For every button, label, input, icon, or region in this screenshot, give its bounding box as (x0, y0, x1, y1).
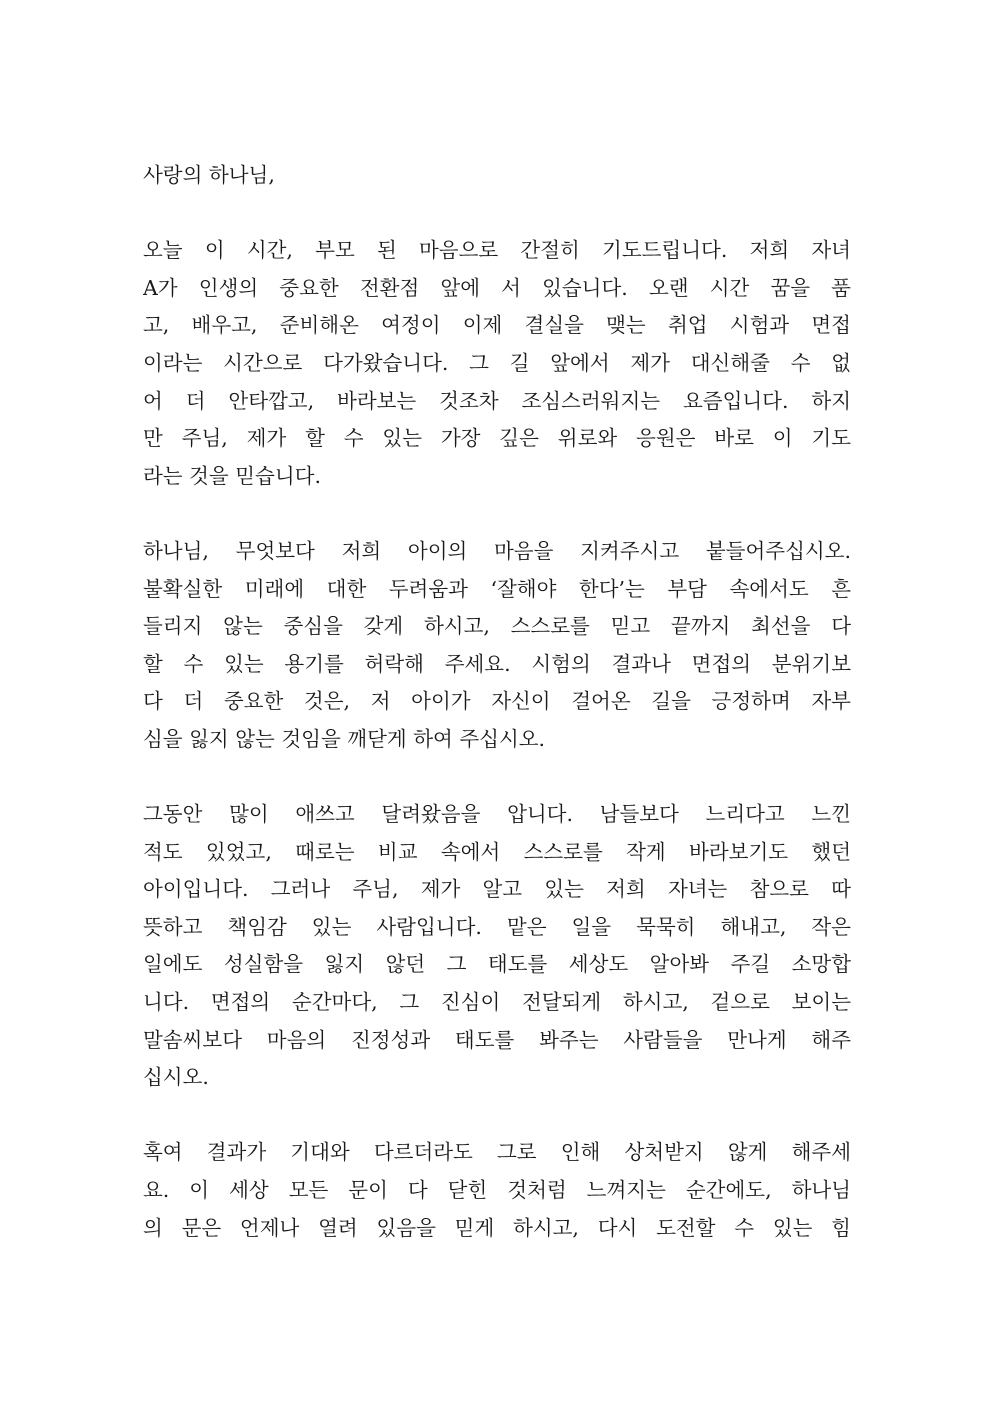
paragraph-line: A가 인생의 중요한 전환점 앞에 서 있습니다. 오랜 시간 꿈을 품 (143, 275, 851, 300)
paragraph-gap (143, 759, 851, 797)
paragraph-line: 어 더 안타깝고, 바라보는 것조차 조심스러워지는 요즘입니다. 하지 (143, 388, 851, 413)
paragraph-gap (143, 195, 851, 233)
paragraph-line: 뜻하고 책임감 있는 사람입니다. 맡은 일을 묵묵히 해내고, 작은 (143, 914, 851, 939)
paragraph-line: 요. 이 세상 모든 문이 다 닫힌 것처럼 느껴지는 순간에도, 하나님 (143, 1178, 851, 1203)
paragraph-4 (143, 1134, 851, 1247)
paragraph-line: 다 더 중요한 것은, 저 아이가 자신이 걸어온 길을 긍정하며 자부 (143, 689, 851, 714)
paragraph-line: 할 수 있는 용기를 허락해 주세요. 시험의 결과나 면접의 분위기보 (143, 651, 851, 676)
paragraph-1 (143, 232, 851, 495)
paragraph-line: 들리지 않는 중심을 갖게 하시고, 스스로를 믿고 끝까지 최선을 다 (143, 614, 851, 639)
paragraph-line: 만 주님, 제가 할 수 있는 가장 깊은 위로와 응원은 바로 이 기도 (143, 426, 851, 451)
paragraph-line: 일에도 성실함을 잃지 않던 그 태도를 세상도 알아봐 주길 소망합 (143, 952, 851, 977)
salutation: 사랑의 하나님, (143, 163, 275, 187)
paragraph-line: 적도 있었고, 때로는 비교 속에서 스스로를 작게 바라보기도 했던 (143, 839, 851, 864)
prayer-text (143, 157, 851, 1247)
paragraph-line: 심을 잃지 않는 것임을 깨닫게 하여 주십시오. (143, 726, 546, 751)
paragraph-line: 그동안 많이 애쓰고 달려왔음을 압니다. 남들보다 느리다고 느낀 (143, 802, 851, 827)
paragraph-line: 이라는 시간으로 다가왔습니다. 그 길 앞에서 제가 대신해줄 수 없 (143, 350, 851, 375)
paragraph-line: 라는 것을 믿습니다. (143, 463, 321, 488)
paragraph-line: 십시오. (143, 1065, 209, 1090)
paragraph-line: 니다. 면접의 순간마다, 그 진심이 전달되게 하시고, 겉으로 보이는 (143, 990, 851, 1015)
paragraph-3 (143, 796, 851, 1097)
paragraph-line: 불확실한 미래에 대한 두려움과 ‘잘해야 한다’는 부담 속에서도 흔 (143, 576, 851, 601)
paragraph-gap (143, 1097, 851, 1135)
paragraph-line: 오늘 이 시간, 부모 된 마음으로 간절히 기도드립니다. 저희 자녀 (143, 238, 851, 263)
paragraph-line: 의 문은 언제나 열려 있음을 믿게 하시고, 다시 도전할 수 있는 힘 (143, 1215, 851, 1240)
paragraph-line: 하나님, 무엇보다 저희 아이의 마음을 지켜주시고 붙들어주십시오. (143, 538, 851, 563)
paragraph-line: 말솜씨보다 마음의 진정성과 태도를 봐주는 사람들을 만나게 해주 (143, 1027, 851, 1052)
paragraph-2 (143, 533, 851, 759)
paragraph-line: 혹여 결과가 기대와 다르더라도 그로 인해 상처받지 않게 해주세 (143, 1140, 851, 1165)
paragraph-gap (143, 495, 851, 533)
paragraph-line: 고, 배우고, 준비해온 여정이 이제 결실을 맺는 취업 시험과 면접 (143, 313, 851, 338)
paragraph-line: 아이입니다. 그러나 주님, 제가 알고 있는 저희 자녀는 참으로 따 (143, 877, 851, 902)
